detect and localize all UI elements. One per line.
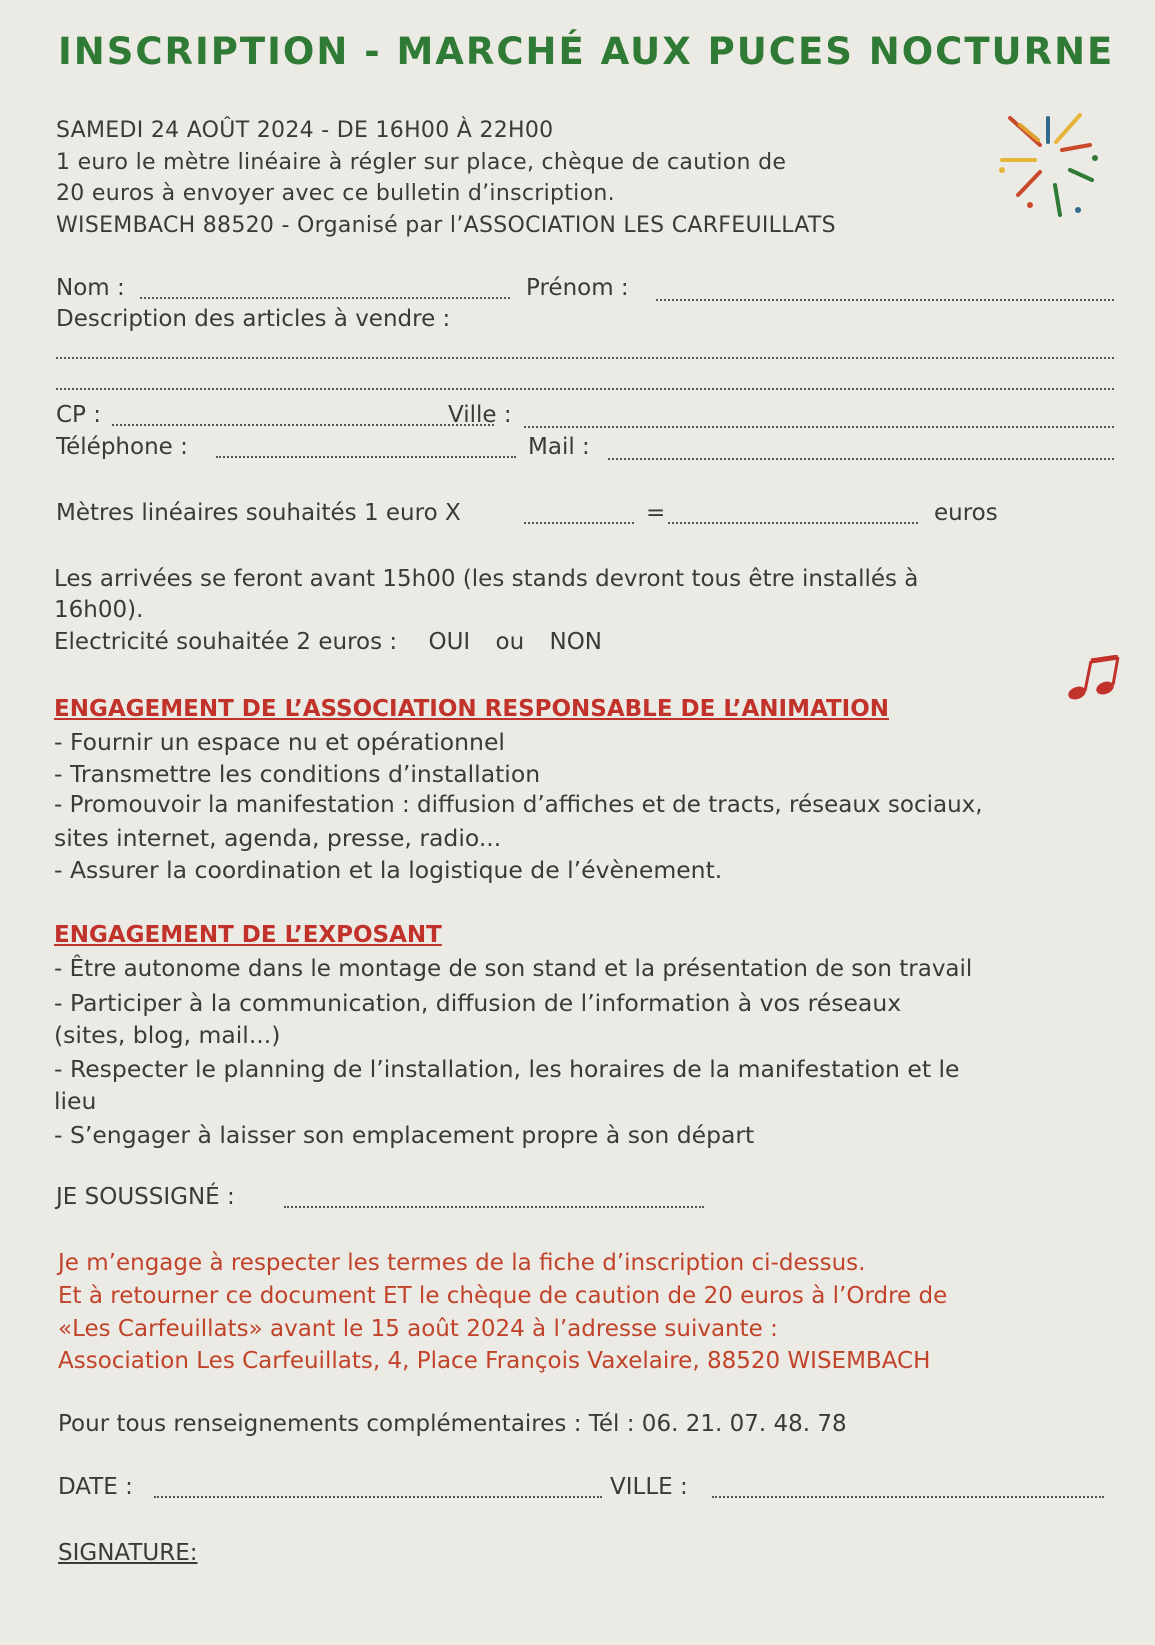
nom-field[interactable] bbox=[140, 297, 510, 299]
soussigne-label: JE SOUSSIGNÉ : bbox=[56, 1184, 235, 1210]
soussigne-field[interactable] bbox=[284, 1206, 704, 1208]
metres-label: Mètres linéaires souhaités 1 euro X bbox=[56, 500, 461, 526]
exposant-item: - Participer à la communication, diffusion de l’information à vos réseaux bbox=[54, 989, 902, 1017]
commitment-line: Et à retourner ce document ET le chèque de caution de 20 euros à l’Ordre de bbox=[58, 1283, 948, 1309]
arrivals-line-2: 16h00). bbox=[54, 597, 144, 623]
date-row bbox=[58, 1474, 1108, 1504]
ville-final-label: VILLE : bbox=[610, 1474, 688, 1500]
commitment-line: Je m’engage à respecter les termes de la fiche d’inscription ci-dessus. bbox=[58, 1250, 866, 1276]
organizer-line: WISEMBACH 88520 - Organisé par l’ASSOCIATION LES CARFEUILLATS bbox=[56, 213, 836, 238]
total-field[interactable] bbox=[668, 522, 918, 524]
association-item: sites internet, agenda, presse, radio... bbox=[54, 824, 502, 852]
commitment-address: Association Les Carfeuillats, 4, Place François Vaxelaire, 88520 WISEMBACH bbox=[58, 1348, 931, 1374]
description-field-line-1[interactable] bbox=[56, 357, 1114, 359]
address-row bbox=[56, 402, 1116, 432]
equals-sign: = bbox=[646, 500, 666, 526]
nom-label: Nom : bbox=[56, 275, 125, 301]
association-item: - Fournir un espace nu et opérationnel bbox=[54, 728, 505, 756]
electricity-ou-text: ou bbox=[495, 629, 525, 655]
commitment-line: «Les Carfeuillats» avant le 15 août 2024 à l’adresse suivante : bbox=[58, 1316, 778, 1342]
euros-label: euros bbox=[934, 500, 998, 526]
date-label: DATE : bbox=[58, 1474, 133, 1500]
exposant-item: lieu bbox=[54, 1087, 97, 1115]
signature-label: SIGNATURE: bbox=[58, 1540, 198, 1566]
prenom-field[interactable] bbox=[656, 299, 1114, 301]
contact-row bbox=[56, 434, 1116, 464]
music-note-icon bbox=[1065, 655, 1125, 705]
event-date-line: SAMEDI 24 AOÛT 2024 - DE 16H00 À 22H00 bbox=[56, 118, 554, 143]
metres-row bbox=[56, 500, 1016, 530]
telephone-field[interactable] bbox=[216, 456, 516, 458]
name-row bbox=[56, 275, 1116, 305]
electricity-label: Electricité souhaitée 2 euros : bbox=[54, 629, 398, 655]
soussigne-row bbox=[56, 1184, 756, 1214]
fireworks-icon bbox=[990, 110, 1110, 230]
deposit-line: 20 euros à envoyer avec ce bulletin d’inscription. bbox=[56, 181, 615, 206]
electricity-row bbox=[54, 629, 602, 655]
signature-area[interactable] bbox=[58, 1575, 558, 1630]
electricity-non-option[interactable]: NON bbox=[549, 629, 603, 655]
telephone-label: Téléphone : bbox=[56, 434, 188, 460]
page-title: INSCRIPTION - MARCHÉ AUX PUCES NOCTURNE bbox=[58, 30, 1115, 73]
ville-final-field[interactable] bbox=[712, 1496, 1104, 1498]
exposant-heading: ENGAGEMENT DE L’EXPOSANT bbox=[54, 922, 442, 948]
exposant-item: - Respecter le planning de l’installation, les horaires de la manifestation et le bbox=[54, 1055, 960, 1083]
price-line: 1 euro le mètre linéaire à régler sur place, chèque de caution de bbox=[56, 150, 787, 175]
ville-label: Ville : bbox=[448, 402, 512, 428]
association-item: - Transmettre les conditions d’installation bbox=[54, 760, 541, 788]
contact-line: Pour tous renseignements complémentaires : Tél : 06. 21. 07. 48. 78 bbox=[58, 1411, 847, 1437]
description-field-line-2[interactable] bbox=[56, 388, 1114, 390]
exposant-item: - S’engager à laisser son emplacement propre à son départ bbox=[54, 1121, 755, 1149]
description-label: Description des articles à vendre : bbox=[56, 306, 451, 332]
date-field[interactable] bbox=[154, 1496, 602, 1498]
arrivals-line-1: Les arrivées se feront avant 15h00 (les stands devront tous être installés à bbox=[54, 566, 919, 592]
prenom-label: Prénom : bbox=[526, 275, 629, 301]
electricity-oui-option[interactable]: OUI bbox=[428, 629, 471, 655]
exposant-item: - Être autonome dans le montage de son stand et la présentation de son travail bbox=[54, 956, 973, 982]
mail-label: Mail : bbox=[528, 434, 590, 460]
association-heading: ENGAGEMENT DE L’ASSOCIATION RESPONSABLE DE L’ANIMATION bbox=[54, 696, 890, 722]
cp-field[interactable] bbox=[112, 424, 494, 426]
association-item: - Promouvoir la manifestation : diffusion d’affiches et de tracts, réseaux sociaux, bbox=[54, 792, 983, 818]
exposant-item: (sites, blog, mail...) bbox=[54, 1021, 281, 1049]
cp-label: CP : bbox=[56, 402, 101, 428]
association-item: - Assurer la coordination et la logistique de l’évènement. bbox=[54, 856, 723, 884]
ville-field[interactable] bbox=[524, 426, 1114, 428]
mail-field[interactable] bbox=[608, 458, 1114, 460]
metres-field[interactable] bbox=[524, 522, 634, 524]
